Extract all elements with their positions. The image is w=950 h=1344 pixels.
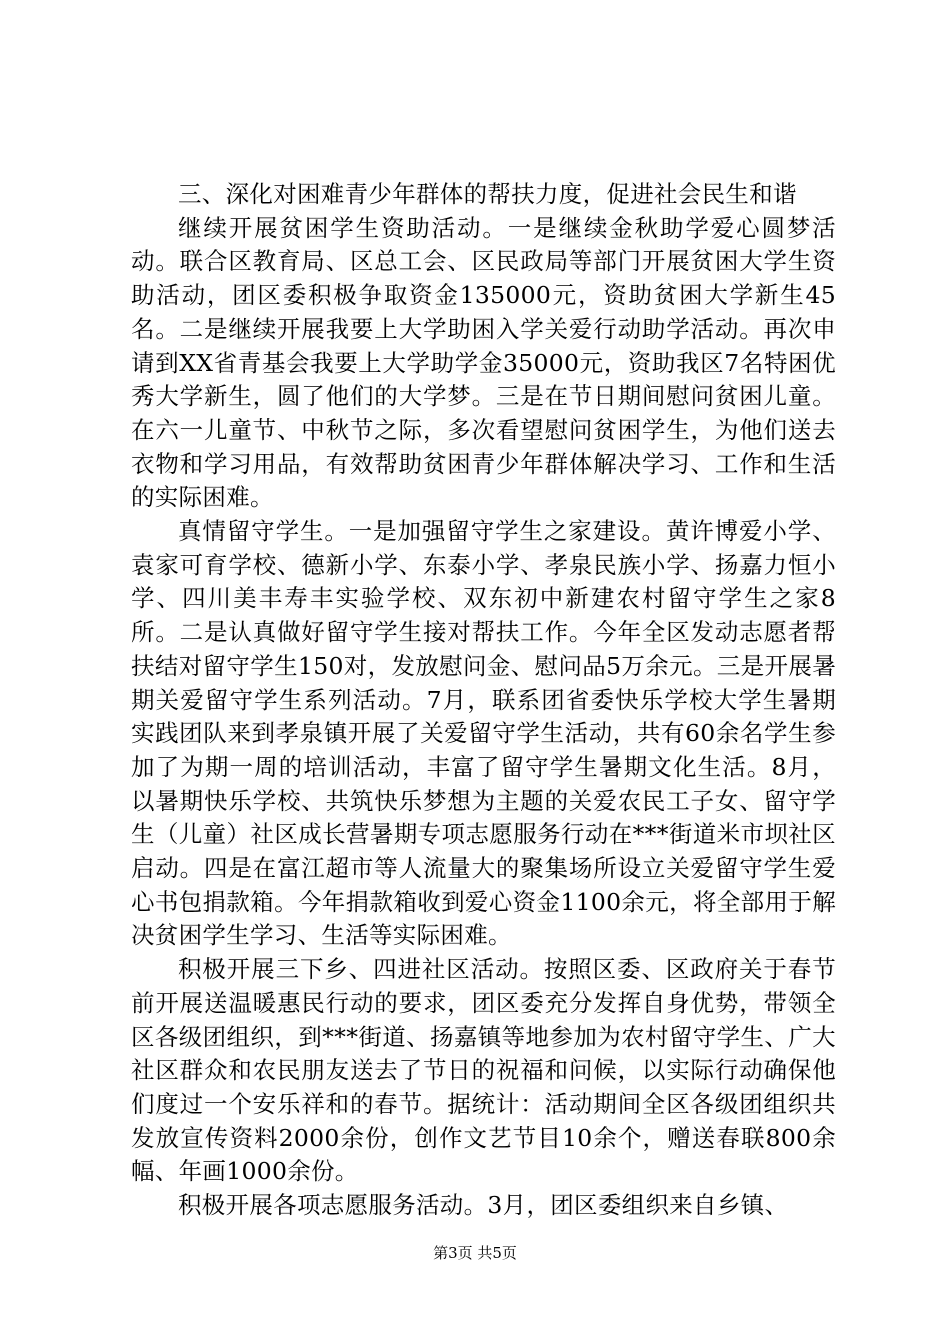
section-heading: 三、深化对困难青少年群体的帮扶力度，促进社会民生和谐 <box>178 180 797 208</box>
document-body <box>131 178 836 1223</box>
paragraph-volunteer-services: 积极开展各项志愿服务活动。3月，团区委组织来自乡镇、 <box>178 1191 789 1220</box>
paragraph-community-activities: 积极开展三下乡、四进社区活动。按照区委、区政府关于春节前开展送温暖惠民行动的要求，团区委充分发挥自身优势，带领全区各级团组织，到***街道、扬嘉镇等地参加为农村留守学生、广大社区群众和农民朋友送去了节日的祝福和问候，以实际行动确保他们度过一个安乐祥和的春节。据统计：活动期间全区各级团组织共发放宣传资料2000余份，创作文艺节目10余个，赠送春联800余幅、年画1000余份。 <box>131 955 836 1186</box>
page-number: 第3页 共5页 <box>433 1244 517 1262</box>
paragraph-student-aid: 继续开展贫困学生资助活动。一是继续金秋助学爱心圆梦活动。联合区教育局、区总工会、区民政局等部门开展贫困大学生资助活动，团区委积极争取资金135000元，资助贫困大学新生45名。二是继续开展我要上大学助困入学关爱行动助学活动。再次申请到XX省青基会我要上大学助学金35000元，资助我区7名特困优秀大学新生，圆了他们的大学梦。三是在节日期间慰问贫困儿童。在六一儿童节、中秋节之际，多次看望慰问贫困学生，为他们送去衣物和学习用品，有效帮助贫困青少年群体解决学习、工作和生活的实际困难。 <box>131 213 836 512</box>
paragraph-left-behind-students: 真情留守学生。一是加强留守学生之家建设。黄许博爱小学、袁家可育学校、德新小学、东泰小学、孝泉民族小学、扬嘉力恒小学、四川美丰寿丰实验学校、双东初中新建农村留守学生之家8所。二是认真做好留守学生接对帮扶工作。今年全区发动志愿者帮扶结对留守学生150对，发放慰问金、慰问品5万余元。三是开展暑期关爱留守学生系列活动。7月，联系团省委快乐学校大学生暑期实践团队来到孝泉镇开展了关爱留守学生活动，共有60余名学生参加了为期一周的培训活动，丰富了留守学生暑期文化生活。8月，以暑期快乐学校、共筑快乐梦想为主题的关爱农民工子女、留守学生（儿童）社区成长营暑期专项志愿服务行动在***街道米市坝社区启动。四是在富江超市等人流量大的聚集场所设立关爱留守学生爱心书包捐款箱。今年捐款箱收到爱心资金1100余元，将全部用于解决贫困学生学习、生活等实际困难。 <box>131 517 836 950</box>
